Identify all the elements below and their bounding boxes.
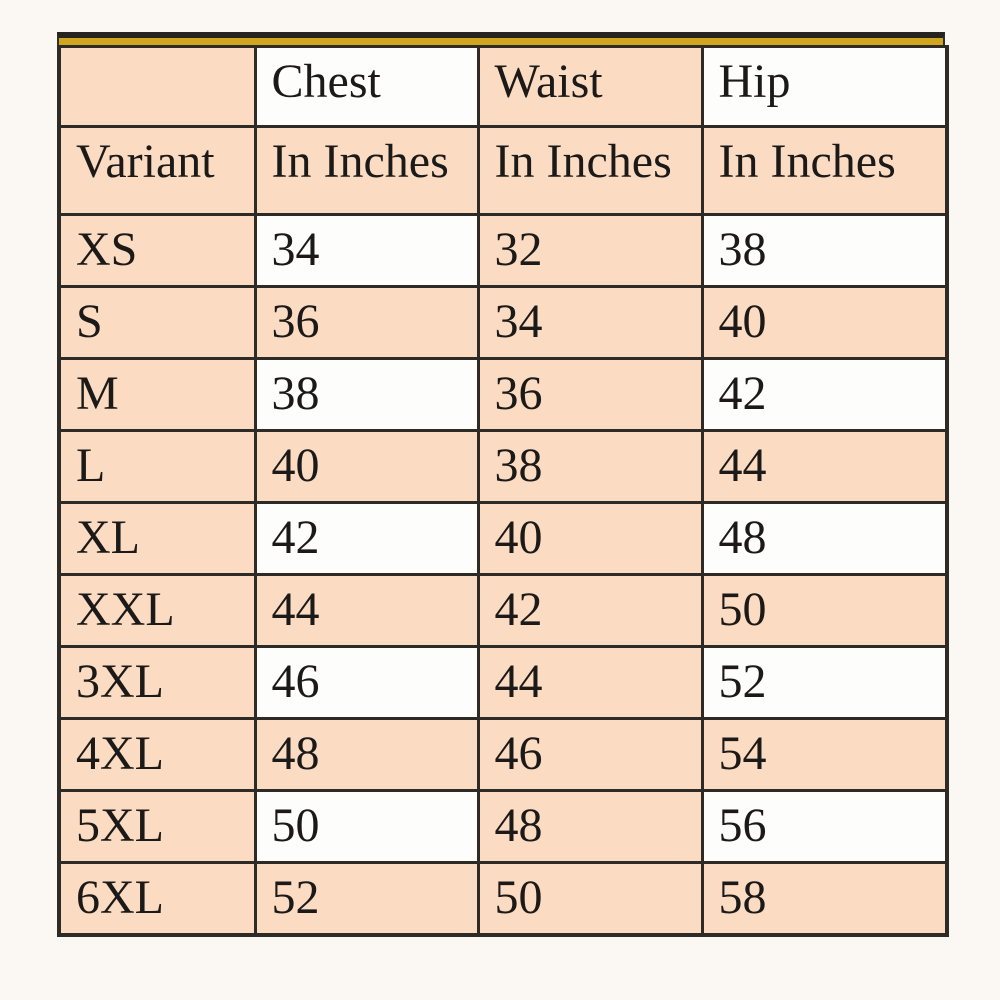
waist-value-cell: 34 (478, 287, 702, 359)
variant-cell: L (59, 431, 255, 503)
variant-cell: 3XL (59, 647, 255, 719)
hip-value-cell: 50 (702, 575, 947, 647)
size-chart-table (57, 45, 949, 937)
hip-units-cell: In Inches (702, 127, 947, 215)
waist-value-cell: 38 (478, 431, 702, 503)
chest-value-cell: 40 (255, 431, 478, 503)
chest-header-cell: Chest (255, 47, 478, 127)
waist-value-cell: 48 (478, 791, 702, 863)
table-row (59, 215, 947, 287)
chest-value-cell: 50 (255, 791, 478, 863)
hip-value-cell: 40 (702, 287, 947, 359)
hip-value-cell: 52 (702, 647, 947, 719)
chest-value-cell: 46 (255, 647, 478, 719)
chest-value-cell: 36 (255, 287, 478, 359)
units-header-row (59, 127, 947, 215)
waist-value-cell: 32 (478, 215, 702, 287)
chest-value-cell: 52 (255, 863, 478, 936)
table-row (59, 287, 947, 359)
table-row (59, 575, 947, 647)
variant-cell: XXL (59, 575, 255, 647)
waist-value-cell: 44 (478, 647, 702, 719)
variant-header-cell: Variant (59, 127, 255, 215)
hip-value-cell: 56 (702, 791, 947, 863)
hip-header-cell: Hip (702, 47, 947, 127)
table-row (59, 719, 947, 791)
corner-cell (59, 47, 255, 127)
hip-value-cell: 44 (702, 431, 947, 503)
waist-units-cell: In Inches (478, 127, 702, 215)
variant-cell: 4XL (59, 719, 255, 791)
variant-cell: M (59, 359, 255, 431)
waist-value-cell: 40 (478, 503, 702, 575)
gold-accent-bar (57, 32, 945, 45)
waist-value-cell: 46 (478, 719, 702, 791)
chest-value-cell: 34 (255, 215, 478, 287)
variant-cell: XL (59, 503, 255, 575)
hip-value-cell: 54 (702, 719, 947, 791)
chest-units-cell: In Inches (255, 127, 478, 215)
hip-value-cell: 58 (702, 863, 947, 936)
measurement-header-row (59, 47, 947, 127)
waist-value-cell: 42 (478, 575, 702, 647)
table-row (59, 863, 947, 936)
variant-cell: 6XL (59, 863, 255, 936)
table-row (59, 647, 947, 719)
variant-cell: XS (59, 215, 255, 287)
hip-value-cell: 48 (702, 503, 947, 575)
hip-value-cell: 42 (702, 359, 947, 431)
size-chart (57, 32, 945, 937)
chest-value-cell: 42 (255, 503, 478, 575)
table-row (59, 791, 947, 863)
chest-value-cell: 48 (255, 719, 478, 791)
waist-header-cell: Waist (478, 47, 702, 127)
variant-cell: S (59, 287, 255, 359)
waist-value-cell: 50 (478, 863, 702, 936)
table-body (59, 215, 947, 936)
table-row (59, 503, 947, 575)
chest-value-cell: 44 (255, 575, 478, 647)
table-row (59, 431, 947, 503)
table-row (59, 359, 947, 431)
waist-value-cell: 36 (478, 359, 702, 431)
chest-value-cell: 38 (255, 359, 478, 431)
variant-cell: 5XL (59, 791, 255, 863)
hip-value-cell: 38 (702, 215, 947, 287)
